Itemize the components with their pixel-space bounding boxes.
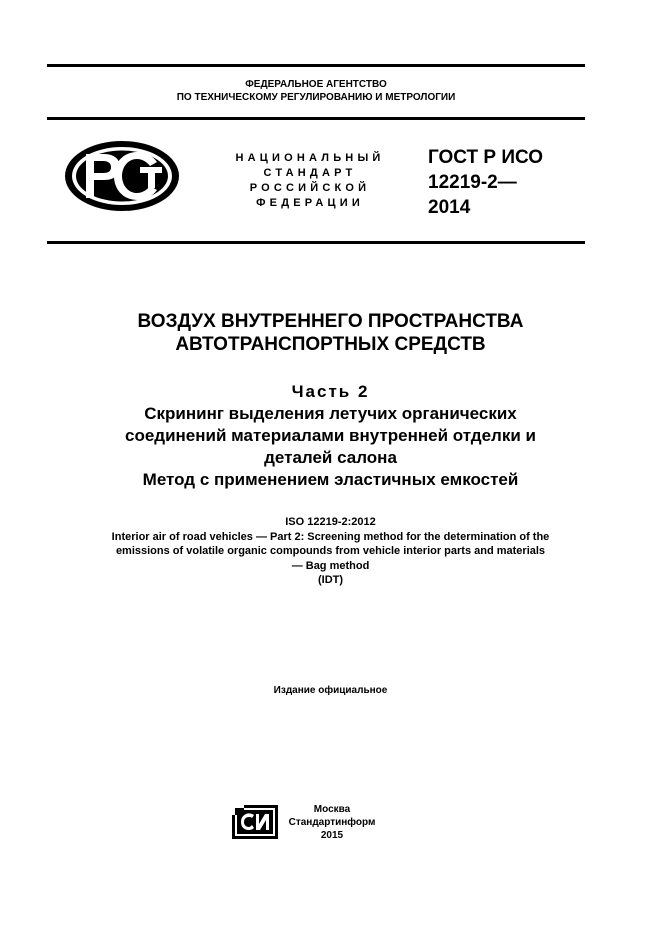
- designation-line-2: 12219-2—: [428, 172, 517, 193]
- document-title: [30, 310, 631, 356]
- publisher-year: 2015: [320, 830, 344, 841]
- part-label: Часть 2: [291, 382, 370, 401]
- edition-label: Издание официальное: [273, 685, 388, 696]
- header-rule: [47, 117, 585, 120]
- part-subtitle: [30, 381, 631, 491]
- agency-header: [47, 78, 585, 104]
- part-line-4: Метод с применением эластичных емкостей: [142, 470, 519, 489]
- publisher-name: Стандартинформ: [288, 817, 376, 828]
- gost-r-logo-icon: [64, 140, 180, 212]
- national-standard-line-1: НАЦИОНАЛЬНЫЙ: [235, 152, 385, 164]
- national-standard-line-2: СТАНДАРТ: [263, 167, 357, 179]
- agency-line-2: ПО ТЕХНИЧЕСКОМУ РЕГУЛИРОВАНИЮ И МЕТРОЛОГИИ: [176, 92, 456, 103]
- top-rule: [47, 64, 585, 67]
- iso-number: ISO 12219-2:2012: [285, 516, 376, 528]
- iso-line-2: emissions of volatile organic compounds from vehicle interior parts and materials: [115, 545, 546, 557]
- standartinform-logo-icon: [232, 805, 278, 839]
- publisher-block: [282, 803, 382, 842]
- iso-line-4: (IDT): [317, 574, 344, 586]
- iso-reference: [20, 515, 641, 588]
- iso-line-3: — Bag method: [291, 559, 370, 572]
- title-line-2: АВТОТРАНСПОРТНЫХ СРЕДСТВ: [175, 334, 486, 355]
- title-line-1: ВОЗДУХ ВНУТРЕННЕГО ПРОСТРАНСТВА: [137, 311, 524, 332]
- iso-line-1: Interior air of road vehicles — Part 2: Screening method for the determination of the: [111, 530, 550, 543]
- publisher-city: Москва: [313, 804, 351, 815]
- part-line-1: Скрининг выделения летучих органических: [144, 404, 517, 423]
- masthead-bottom-rule: [47, 241, 585, 244]
- standard-designation: [428, 145, 543, 220]
- designation-line-1: ГОСТ Р ИСО: [428, 147, 544, 168]
- agency-line-1: ФЕДЕРАЛЬНОЕ АГЕНТСТВО: [245, 79, 387, 90]
- national-standard-line-4: ФЕДЕРАЦИИ: [256, 197, 364, 209]
- national-standard-line-3: РОССИЙСКОЙ: [249, 182, 371, 194]
- national-standard-label: [215, 151, 405, 211]
- designation-line-3: 2014: [428, 197, 471, 218]
- part-line-2: соединений материалами внутренней отделки и: [125, 426, 536, 445]
- part-line-3: деталей салона: [264, 448, 397, 467]
